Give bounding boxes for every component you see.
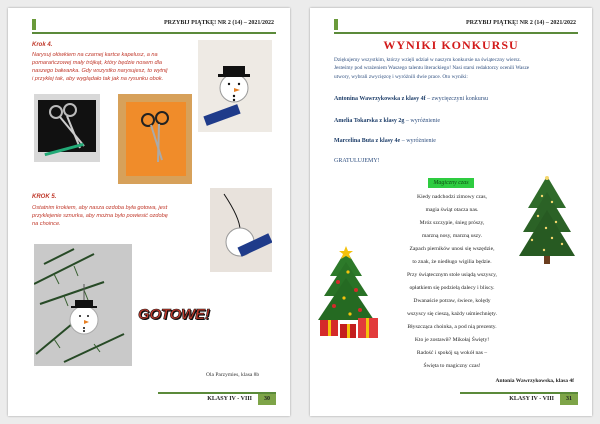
scissors-orange-illustration bbox=[118, 94, 192, 184]
result-2 bbox=[334, 118, 440, 124]
photo-snowman-tree bbox=[34, 244, 132, 366]
page-title: WYNIKI KONKURSU bbox=[383, 38, 519, 52]
intro-text bbox=[334, 56, 574, 81]
christmas-tree-icon bbox=[518, 174, 576, 266]
step4-line: naszego bałwanka. Gdy wszystko narysujesz, to wytnij bbox=[32, 68, 168, 74]
step4-text bbox=[32, 51, 202, 83]
header-accent bbox=[32, 19, 36, 30]
right-page bbox=[310, 8, 592, 416]
header-title: PRZYBIJ PIĄTKĘ! NR 2 (14) – 2021/2022 bbox=[163, 20, 274, 26]
result-note: – wyróżnienie bbox=[400, 138, 436, 144]
result-note: – zwycięzczyni konkursu bbox=[425, 96, 489, 102]
left-page bbox=[8, 8, 290, 416]
header-bar bbox=[334, 19, 578, 34]
footer-label: KLASY IV - VIII bbox=[509, 396, 554, 402]
footer-bar bbox=[158, 392, 276, 406]
intro-line: Dziękujemy wszystkim, którzy wzięli udział w naszym konkursie na świąteczny wiersz. bbox=[334, 57, 522, 63]
poem-line: Radość i spokój są wokół nas – bbox=[416, 350, 488, 356]
page-number: 30 bbox=[258, 394, 276, 405]
poem-line: Święta to magiczny czas! bbox=[423, 363, 481, 369]
photo-snowman-hat bbox=[198, 40, 272, 132]
step5-line: Ostatnim krokiem, aby nasza ozdoba była gotowa, jest bbox=[32, 205, 168, 211]
step5-line: na choince. bbox=[32, 221, 61, 227]
poem-title: Magiczny czas bbox=[428, 178, 474, 188]
photo-scissors-orange bbox=[118, 94, 192, 184]
poem-line: magia świąt otacza nas. bbox=[425, 207, 479, 213]
gotowe-label: GOTOWE! bbox=[138, 306, 210, 323]
header-bar bbox=[32, 19, 276, 34]
result-name: Antonina Wawrzykowska z klasy 4f bbox=[334, 96, 426, 102]
intro-line: utwory, wybrali zwycięzcę i wyróżnili dwie prace. Oto wyniki: bbox=[334, 73, 468, 80]
poem-line: opłatkiem się podzielą dalecy i bliscy. bbox=[409, 285, 495, 291]
step4-title: Krok 4. bbox=[32, 42, 53, 48]
result-name: Amelia Tokarska z klasy 2g bbox=[334, 118, 405, 124]
result-name: Marcelina Buta z klasy 4e bbox=[334, 138, 401, 144]
step4-line: pomarańczowej mały trójkąt, który będzie nosem dla bbox=[32, 60, 162, 66]
footer-label: KLASY IV - VIII bbox=[207, 396, 252, 402]
result-1 bbox=[334, 96, 488, 102]
result-note: – wyróżnienie bbox=[404, 118, 441, 124]
poem-line: Zapach pierników unosi się wszędzie, bbox=[409, 246, 495, 252]
photo-string bbox=[210, 188, 272, 272]
result-3 bbox=[334, 138, 436, 144]
author: Ola Parzymies, klasa 8b bbox=[206, 372, 260, 378]
photo-scissors-black bbox=[34, 94, 100, 162]
step5-title: KROK 5. bbox=[32, 194, 57, 200]
step5-text bbox=[32, 204, 212, 228]
poem-line: to znak, że niedługo wigilia będzie. bbox=[412, 259, 492, 265]
poem-author: Antonia Wawrzykowska, klasa 4f bbox=[495, 378, 574, 384]
intro-line: Jesteśmy pod wrażeniem Waszego talentu literackiego! Nasi starsi redaktorzy ocenili Wasze bbox=[334, 65, 530, 72]
header-accent bbox=[334, 19, 338, 30]
header-title: PRZYBIJ PIĄTKĘ! NR 2 (14) – 2021/2022 bbox=[465, 20, 576, 26]
poem-line: Mróz szczypie, śnieg prószy, bbox=[419, 220, 485, 226]
poem-line: wszyscy się cieszą, każdy uśmiechnięty. bbox=[406, 311, 498, 317]
congrats: GRATULUJEMY! bbox=[334, 158, 380, 164]
christmas-tree-presents-icon bbox=[316, 246, 382, 342]
step4-line: i przyklej tak, aby wyglądało tak jak na rysunku obok. bbox=[32, 76, 164, 82]
poem-line: Kto je zostawił? Mikołaj Święty! bbox=[414, 337, 490, 343]
poem-line: Dwanaście potraw, świece, kolędy bbox=[413, 298, 491, 304]
string-illustration bbox=[210, 188, 272, 272]
poem-line: Błyszcząca choinka, a pod nią prezenty. bbox=[407, 324, 497, 330]
poem-line: marzną nosy, marzną uszy. bbox=[421, 233, 482, 239]
poem-line: Kiedy nadchodzi zimowy czas, bbox=[417, 194, 487, 200]
footer-bar bbox=[460, 392, 578, 406]
step5-line: przyklejenie sznurka, aby można było powiesić ozdobę bbox=[32, 213, 168, 219]
snowman-hat-illustration bbox=[198, 40, 272, 132]
scissors-black-illustration bbox=[34, 94, 100, 162]
step4-line: Narysuj ołówkiem na czarnej kartce kapelusz, a na bbox=[32, 52, 158, 58]
poem-line: Przy świątecznym stole usiądą wszyscy, bbox=[407, 272, 497, 278]
page-number: 31 bbox=[560, 394, 578, 405]
tree-ornament-illustration bbox=[34, 244, 132, 366]
